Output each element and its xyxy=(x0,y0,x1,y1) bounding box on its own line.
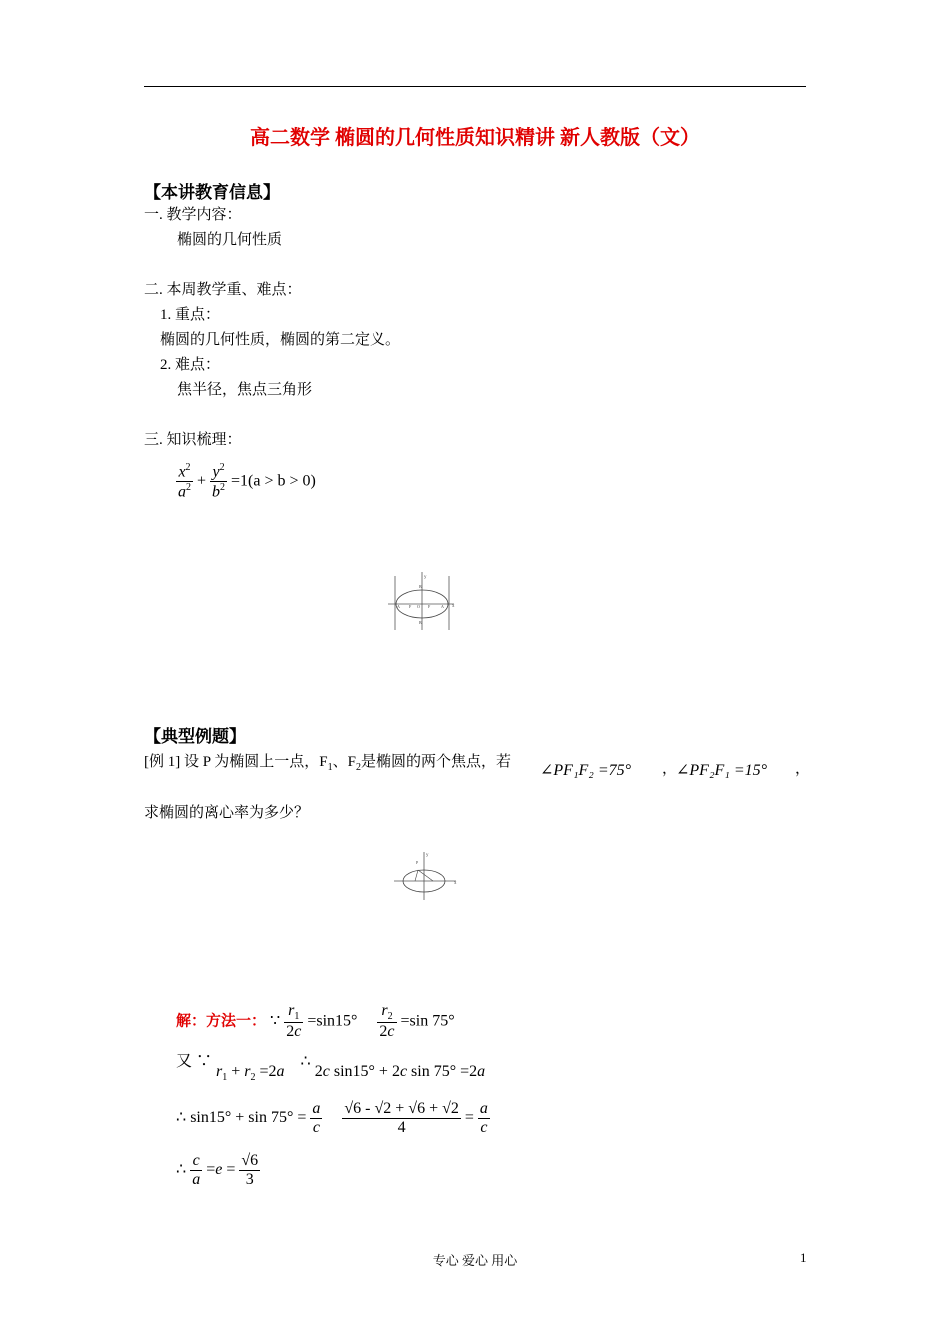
item-content-text: 椭圆的几何性质 xyxy=(177,232,283,248)
svg-text:B: B xyxy=(419,620,422,625)
svg-text:x: x xyxy=(454,881,457,886)
solution-line-2: 又 ∵ $r_1 + r_2 =2a$ ∴ 2c sin15° + 2c sin 75° =2a xyxy=(176,1053,486,1084)
solution-line-4: ∴ $\frac{c}{a}$ =e = $\frac{√6}{3}$ xyxy=(176,1152,259,1188)
solution-line-1: 解：方法一： ∵ $\frac{r_1}{2c}$ =sin15° $\frac{r_2}{2c}$ =sin 75° xyxy=(176,1002,455,1041)
page-footer: 专心 爱心 用心 xyxy=(432,1253,518,1268)
svg-text:F: F xyxy=(428,604,431,609)
svg-text:A: A xyxy=(441,604,444,609)
focal-triangle-figure xyxy=(394,850,460,902)
item-keypoint-2-text: 焦半径，焦点三角形 xyxy=(177,382,313,398)
svg-text:A: A xyxy=(397,604,400,609)
ellipse-condition: =1(a > b > 0) xyxy=(231,472,316,490)
item-keypoint-2: 2. 难点： xyxy=(160,357,221,373)
svg-text:F: F xyxy=(409,604,412,609)
item-content: 一. 教学内容： xyxy=(144,207,242,223)
item-keypoint-1: 1. 重点： xyxy=(160,307,221,323)
svg-text:y: y xyxy=(426,853,429,858)
page-number: 1 xyxy=(800,1250,807,1265)
section-heading-info: 【本讲教育信息】 xyxy=(144,183,280,202)
page-title: 高二数学 椭圆的几何性质知识精讲 新人教版（文） xyxy=(250,127,700,149)
solution-line-3: ∴ sin15° + sin 75° = $\frac{a}{c}$ $\frac{√6 - √2 + √6 + √2}{4}$ = $\frac{a}{c}$ xyxy=(176,1100,488,1136)
section-heading-examples: 【典型例题】 xyxy=(144,727,246,746)
angle-condition-1: ∠PF₁F₂ =75° xyxy=(540,762,632,779)
example-1-statement: [例 1] 设 P 为椭圆上一点，$F_1$、$F_2$是椭圆的两个焦点，若 xyxy=(144,754,511,773)
svg-text:B: B xyxy=(419,584,422,589)
top-rule xyxy=(144,86,806,87)
svg-text:x: x xyxy=(452,604,455,609)
ellipse-equation: $\frac{x^2}{a^2}$ + $\frac{y^2}{b^2}$ =1(a > b > 0) xyxy=(178,462,316,501)
svg-text:P: P xyxy=(416,860,419,865)
item-keypoint-1-text: 椭圆的几何性质，椭圆的第二定义。 xyxy=(160,332,401,348)
angle-condition-2: ∠PF₂F₁ =15° xyxy=(676,762,768,779)
item-knowledge: 三. 知识梳理： xyxy=(144,432,242,448)
ellipse-figure xyxy=(388,570,458,632)
item-keypoints: 二. 本周教学重、难点： xyxy=(144,282,302,298)
example-1-question: 求椭圆的离心率为多少？ xyxy=(144,805,310,821)
svg-text:y: y xyxy=(424,575,427,580)
svg-text:O: O xyxy=(417,604,420,609)
